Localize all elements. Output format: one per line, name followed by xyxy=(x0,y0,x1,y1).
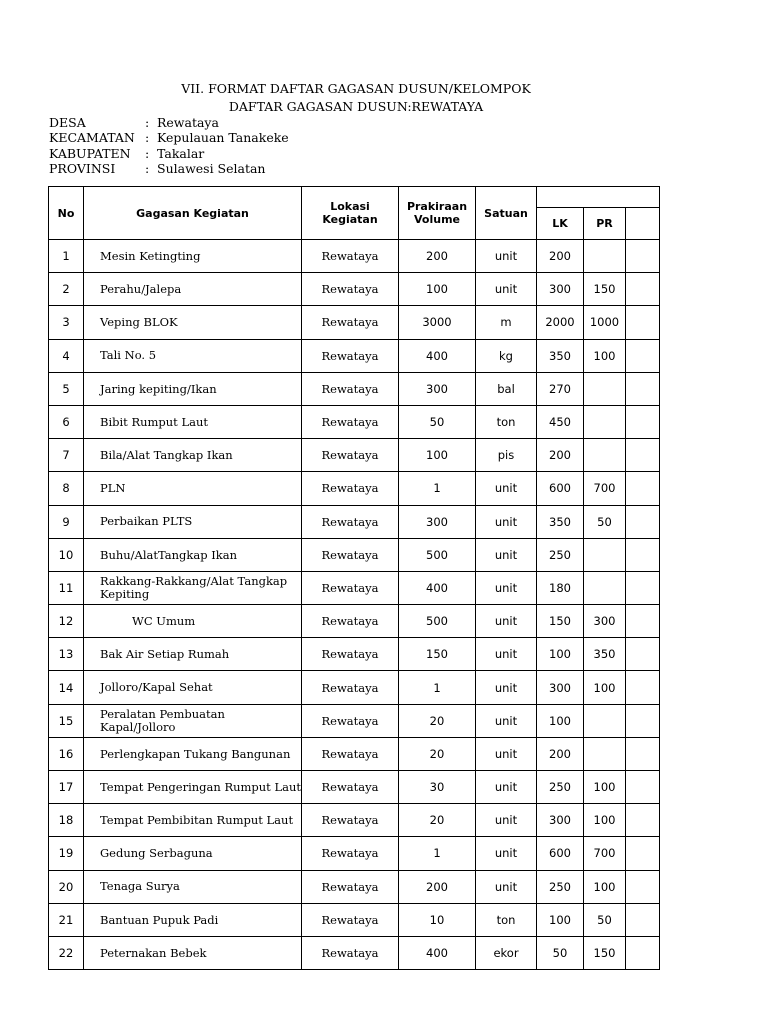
row-pr: 150 xyxy=(584,936,626,969)
header-gagasan: Gagasan Kegiatan xyxy=(84,187,302,240)
row-lk: 250 xyxy=(537,870,584,903)
table-row xyxy=(49,240,660,273)
row-satuan: pis xyxy=(476,439,537,472)
row-satuan: unit xyxy=(476,605,537,638)
row-pr xyxy=(584,405,626,438)
row-lokasi: Rewataya xyxy=(302,704,399,737)
table-row xyxy=(49,605,660,638)
row-number: 2 xyxy=(49,273,84,306)
row-volume: 150 xyxy=(399,638,476,671)
row-satuan: ton xyxy=(476,903,537,936)
row-volume: 300 xyxy=(399,505,476,538)
row-pr: 50 xyxy=(584,903,626,936)
row-pr: 100 xyxy=(584,771,626,804)
row-extra xyxy=(626,804,660,837)
meta-row-desa xyxy=(49,115,289,130)
header-group xyxy=(537,187,660,208)
row-lk: 350 xyxy=(537,505,584,538)
header-lokasi: Lokasi Kegiatan xyxy=(302,187,399,240)
row-lokasi: Rewataya xyxy=(302,571,399,604)
row-volume: 200 xyxy=(399,240,476,273)
row-volume: 300 xyxy=(399,372,476,405)
row-pr xyxy=(584,571,626,604)
table-body xyxy=(49,240,660,970)
table-row xyxy=(49,372,660,405)
row-pr: 100 xyxy=(584,671,626,704)
row-number: 6 xyxy=(49,405,84,438)
row-lk: 100 xyxy=(537,704,584,737)
table-row xyxy=(49,737,660,770)
row-satuan: unit xyxy=(476,771,537,804)
meta-key: DESA xyxy=(49,115,86,130)
row-gagasan: Peralatan Pembuatan Kapal/Jolloro xyxy=(84,704,302,737)
table-row xyxy=(49,771,660,804)
row-lk: 600 xyxy=(537,472,584,505)
meta-row-kabupaten xyxy=(49,146,289,161)
row-extra xyxy=(626,671,660,704)
row-satuan: ekor xyxy=(476,936,537,969)
row-extra xyxy=(626,273,660,306)
row-gagasan: Perbaikan PLTS xyxy=(84,505,302,538)
row-number: 8 xyxy=(49,472,84,505)
row-lokasi: Rewataya xyxy=(302,903,399,936)
table-row xyxy=(49,903,660,936)
row-gagasan: Bibit Rumput Laut xyxy=(84,405,302,438)
meta-separator: : xyxy=(145,160,150,176)
row-gagasan: WC Umum xyxy=(84,605,302,638)
row-volume: 1 xyxy=(399,837,476,870)
header-extra xyxy=(626,208,660,240)
row-pr: 100 xyxy=(584,804,626,837)
row-lokasi: Rewataya xyxy=(302,306,399,339)
table-row xyxy=(49,472,660,505)
header-pr: PR xyxy=(584,208,626,240)
document-subtitle: DAFTAR GAGASAN DUSUN:REWATAYA xyxy=(228,99,484,114)
row-gagasan: Perahu/Jalepa xyxy=(84,273,302,306)
meta-value: Kepulauan Tanakeke xyxy=(157,130,289,146)
row-number: 19 xyxy=(49,837,84,870)
table-row xyxy=(49,837,660,870)
meta-separator: : xyxy=(145,115,150,130)
meta-separator: : xyxy=(145,145,150,161)
meta-separator: : xyxy=(145,130,150,146)
row-lk: 100 xyxy=(537,638,584,671)
row-extra xyxy=(626,903,660,936)
row-lk: 50 xyxy=(537,936,584,969)
row-satuan: unit xyxy=(476,472,537,505)
row-extra xyxy=(626,505,660,538)
row-volume: 400 xyxy=(399,339,476,372)
row-extra xyxy=(626,240,660,273)
row-extra xyxy=(626,936,660,969)
table-row xyxy=(49,538,660,571)
row-lk: 200 xyxy=(537,439,584,472)
row-volume: 20 xyxy=(399,737,476,770)
gagasan-table xyxy=(48,186,660,970)
table-row xyxy=(49,704,660,737)
row-extra xyxy=(626,405,660,438)
row-volume: 20 xyxy=(399,804,476,837)
row-number: 9 xyxy=(49,505,84,538)
row-lokasi: Rewataya xyxy=(302,405,399,438)
row-volume: 1 xyxy=(399,671,476,704)
row-gagasan: Buhu/AlatTangkap Ikan xyxy=(84,538,302,571)
meta-key: KECAMATAN xyxy=(49,130,135,146)
row-pr: 700 xyxy=(584,837,626,870)
row-volume: 400 xyxy=(399,571,476,604)
row-lk: 600 xyxy=(537,837,584,870)
row-extra xyxy=(626,771,660,804)
row-number: 12 xyxy=(49,605,84,638)
row-satuan: unit xyxy=(476,638,537,671)
row-gagasan: Rakkang-Rakkang/Alat Tangkap Kepiting xyxy=(84,571,302,604)
row-volume: 500 xyxy=(399,605,476,638)
row-satuan: unit xyxy=(476,538,537,571)
meta-value: Rewataya xyxy=(157,115,219,130)
row-satuan: unit xyxy=(476,737,537,770)
row-pr: 100 xyxy=(584,339,626,372)
row-gagasan: Tempat Pembibitan Rumput Laut xyxy=(84,804,302,837)
row-satuan: ton xyxy=(476,405,537,438)
row-number: 1 xyxy=(49,240,84,273)
row-gagasan: Bak Air Setiap Rumah xyxy=(84,638,302,671)
row-gagasan: Jaring kepiting/Ikan xyxy=(84,372,302,405)
table-row xyxy=(49,671,660,704)
row-extra xyxy=(626,306,660,339)
row-extra xyxy=(626,339,660,372)
row-pr: 350 xyxy=(584,638,626,671)
row-extra xyxy=(626,737,660,770)
row-satuan: unit xyxy=(476,704,537,737)
table-row xyxy=(49,936,660,969)
row-pr xyxy=(584,538,626,571)
row-lokasi: Rewataya xyxy=(302,439,399,472)
row-lokasi: Rewataya xyxy=(302,837,399,870)
row-lk: 300 xyxy=(537,671,584,704)
row-number: 11 xyxy=(49,571,84,604)
row-volume: 500 xyxy=(399,538,476,571)
row-extra xyxy=(626,439,660,472)
row-number: 3 xyxy=(49,306,84,339)
row-gagasan: Perlengkapan Tukang Bangunan xyxy=(84,737,302,770)
row-satuan: unit xyxy=(476,804,537,837)
row-satuan: unit xyxy=(476,837,537,870)
row-number: 10 xyxy=(49,538,84,571)
row-pr xyxy=(584,704,626,737)
row-volume: 100 xyxy=(399,273,476,306)
row-volume: 200 xyxy=(399,870,476,903)
header-lk: LK xyxy=(537,208,584,240)
table-row xyxy=(49,306,660,339)
row-satuan: unit xyxy=(476,870,537,903)
row-lokasi: Rewataya xyxy=(302,505,399,538)
row-lokasi: Rewataya xyxy=(302,472,399,505)
row-lk: 350 xyxy=(537,339,584,372)
header-satuan: Satuan xyxy=(476,187,537,240)
row-extra xyxy=(626,870,660,903)
document-title: VII. FORMAT DAFTAR GAGASAN DUSUN/KELOMPOK xyxy=(181,81,531,96)
table-row xyxy=(49,439,660,472)
row-gagasan: PLN xyxy=(84,472,302,505)
row-lk: 200 xyxy=(537,240,584,273)
row-lokasi: Rewataya xyxy=(302,605,399,638)
header-volume: Prakiraan Volume xyxy=(399,187,476,240)
row-volume: 50 xyxy=(399,405,476,438)
row-lokasi: Rewataya xyxy=(302,240,399,273)
row-gagasan: Tempat Pengeringan Rumput Laut xyxy=(84,771,302,804)
header-no: No xyxy=(49,187,84,240)
row-number: 7 xyxy=(49,439,84,472)
row-lk: 270 xyxy=(537,372,584,405)
row-gagasan: Tali No. 5 xyxy=(84,339,302,372)
table-row xyxy=(49,870,660,903)
row-gagasan: Bantuan Pupuk Padi xyxy=(84,903,302,936)
row-extra xyxy=(626,704,660,737)
row-number: 4 xyxy=(49,339,84,372)
row-gagasan: Veping BLOK xyxy=(84,306,302,339)
row-lk: 200 xyxy=(537,737,584,770)
row-lk: 100 xyxy=(537,903,584,936)
row-volume: 100 xyxy=(399,439,476,472)
table-header-row xyxy=(49,187,660,208)
row-satuan: unit xyxy=(476,571,537,604)
row-extra xyxy=(626,605,660,638)
row-volume: 3000 xyxy=(399,306,476,339)
row-pr: 1000 xyxy=(584,306,626,339)
row-pr xyxy=(584,737,626,770)
row-lokasi: Rewataya xyxy=(302,372,399,405)
row-gagasan: Jolloro/Kapal Sehat xyxy=(84,671,302,704)
row-volume: 30 xyxy=(399,771,476,804)
row-lokasi: Rewataya xyxy=(302,737,399,770)
row-extra xyxy=(626,571,660,604)
row-volume: 400 xyxy=(399,936,476,969)
row-satuan: unit xyxy=(476,273,537,306)
row-volume: 10 xyxy=(399,903,476,936)
row-extra xyxy=(626,372,660,405)
row-lokasi: Rewataya xyxy=(302,538,399,571)
row-number: 18 xyxy=(49,804,84,837)
row-volume: 1 xyxy=(399,472,476,505)
row-number: 5 xyxy=(49,372,84,405)
meta-value: Sulawesi Selatan xyxy=(157,160,266,176)
row-pr: 100 xyxy=(584,870,626,903)
row-gagasan: Gedung Serbaguna xyxy=(84,837,302,870)
row-lk: 450 xyxy=(537,405,584,438)
row-lk: 300 xyxy=(537,273,584,306)
row-number: 13 xyxy=(49,638,84,671)
row-extra xyxy=(626,638,660,671)
row-pr: 150 xyxy=(584,273,626,306)
table-row xyxy=(49,638,660,671)
meta-key: KABUPATEN xyxy=(49,145,131,161)
row-pr xyxy=(584,372,626,405)
row-number: 14 xyxy=(49,671,84,704)
row-lokasi: Rewataya xyxy=(302,671,399,704)
location-info xyxy=(49,115,289,176)
meta-value: Takalar xyxy=(157,145,205,161)
row-number: 15 xyxy=(49,704,84,737)
row-lokasi: Rewataya xyxy=(302,870,399,903)
table-row xyxy=(49,339,660,372)
row-number: 21 xyxy=(49,903,84,936)
row-lokasi: Rewataya xyxy=(302,339,399,372)
row-lk: 2000 xyxy=(537,306,584,339)
row-number: 22 xyxy=(49,936,84,969)
table-row xyxy=(49,273,660,306)
row-gagasan: Peternakan Bebek xyxy=(84,936,302,969)
row-extra xyxy=(626,538,660,571)
row-lokasi: Rewataya xyxy=(302,804,399,837)
row-gagasan: Bila/Alat Tangkap Ikan xyxy=(84,439,302,472)
row-number: 17 xyxy=(49,771,84,804)
row-satuan: unit xyxy=(476,505,537,538)
table-row xyxy=(49,405,660,438)
row-lk: 150 xyxy=(537,605,584,638)
row-lk: 300 xyxy=(537,804,584,837)
row-gagasan: Tenaga Surya xyxy=(84,870,302,903)
row-pr xyxy=(584,240,626,273)
table-row xyxy=(49,804,660,837)
row-satuan: unit xyxy=(476,671,537,704)
meta-key: PROVINSI xyxy=(49,160,116,176)
table-row xyxy=(49,571,660,604)
row-pr: 700 xyxy=(584,472,626,505)
row-extra xyxy=(626,472,660,505)
meta-row-provinsi xyxy=(49,161,289,176)
table-row xyxy=(49,505,660,538)
row-lokasi: Rewataya xyxy=(302,638,399,671)
row-lokasi: Rewataya xyxy=(302,771,399,804)
row-satuan: m xyxy=(476,306,537,339)
row-extra xyxy=(626,837,660,870)
row-lokasi: Rewataya xyxy=(302,936,399,969)
row-pr: 300 xyxy=(584,605,626,638)
row-pr: 50 xyxy=(584,505,626,538)
row-volume: 20 xyxy=(399,704,476,737)
row-number: 16 xyxy=(49,737,84,770)
meta-row-kecamatan xyxy=(49,130,289,145)
row-pr xyxy=(584,439,626,472)
row-lokasi: Rewataya xyxy=(302,273,399,306)
row-satuan: bal xyxy=(476,372,537,405)
row-lk: 250 xyxy=(537,538,584,571)
row-lk: 180 xyxy=(537,571,584,604)
row-lk: 250 xyxy=(537,771,584,804)
row-number: 20 xyxy=(49,870,84,903)
row-gagasan: Mesin Ketingting xyxy=(84,240,302,273)
row-satuan: kg xyxy=(476,339,537,372)
row-satuan: unit xyxy=(476,240,537,273)
